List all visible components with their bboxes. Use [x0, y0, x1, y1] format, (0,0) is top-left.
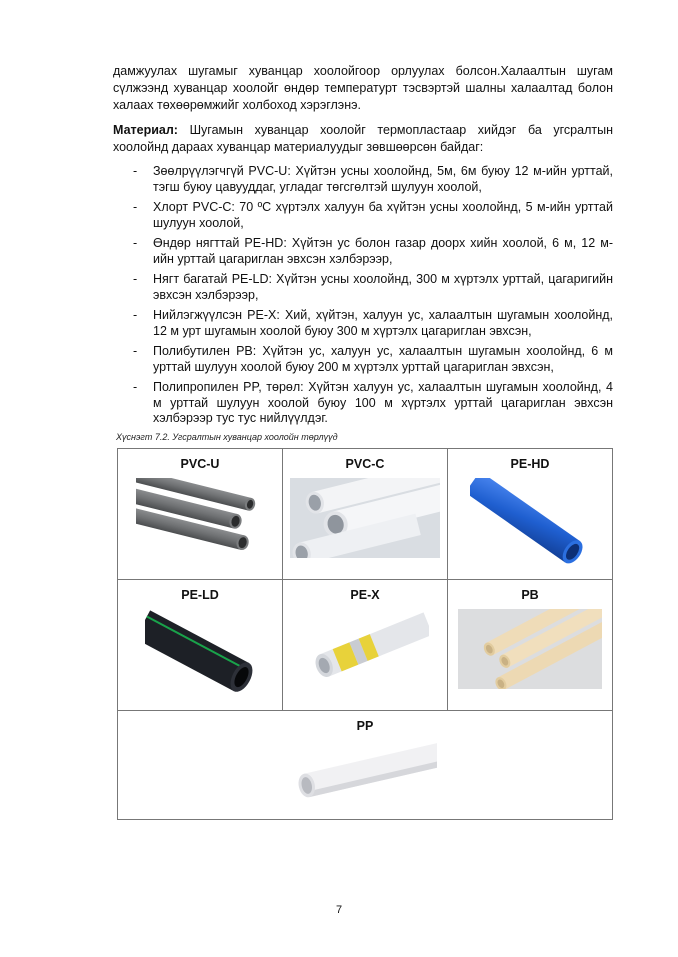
- pipe-cell-pb: [448, 579, 613, 710]
- pipe-label: PVC-U: [180, 456, 220, 471]
- pipe-cell-pp: [118, 710, 613, 819]
- list-item: - Зөөлрүүлэгчгүй PVC-U: Хүйтэн усны хоолойнд, 5м, 6м буюу 12 м-ийн урттай, тэгш буюу цавууддаг, угладаг төгсгөлтэй шулуун хоолой,: [133, 164, 613, 194]
- pe-hd-pipe-image: [470, 478, 590, 566]
- pipe-cell-pe-hd: [448, 448, 613, 579]
- intro-paragraph: дамжуулах шугамыг хуванцар хоолойгоор орлуулах болсон.Халаалтын шугам сүлжээнд хуванцар хоолойг өндөр температурт тэсвэртэй шалны халаалтад болон халаах төхөөрөмжийг холбоход хэрэглэнэ.: [113, 64, 613, 112]
- pe-x-pipe-image: [301, 609, 429, 689]
- list-item: - Хлорт PVC-C: 70 ºС хүртэлх халуун ба хүйтэн усны хоолойнд, 5 м-ийн урттай шулуун хоолой,: [133, 200, 613, 230]
- material-paragraph: [113, 122, 613, 156]
- list-item: - Полипропилен PP, төрөл: Хүйтэн халуун ус, халаалтын шугамын хоолойнд, 4 м урттай шулуун хоолой буюу 100 м хүртэлх урттай цагариглан эвхсэн хэлбэрээр тус тус нийлүүлдэг.: [133, 380, 613, 425]
- list-item: - Нягт багатай PE-LD: Хүйтэн усны хоолойнд, 300 м хүртэлх урттай, цагаригийн эвхсэн хэлбэрээр,: [133, 272, 613, 302]
- pipe-label: PE-HD: [510, 456, 550, 471]
- list-item: - Өндөр нягттай PE-HD: Хүйтэн ус болон газар доорх хийн хоолой, 6 м, 12 м-ийн урттай цагариглан эвхсэн хэлбэрээр,: [133, 236, 613, 266]
- pipe-label: PE-X: [350, 587, 380, 602]
- figure-caption: Хүснэгт 7.2. Угсралтын хуванцар хоолойн төрлүүд: [116, 431, 338, 442]
- pipe-cell-pvc-c: [283, 448, 448, 579]
- material-label: Материал:: [113, 123, 178, 137]
- pipe-label: PP: [356, 718, 374, 733]
- pipe-label: PVC-C: [345, 456, 385, 471]
- list-item: - Нийлэгжүүлсэн PE-X: Хий, хүйтэн, халуун ус, халаалтын шугамын хоолойнд, 12 м урт шугамын хоолой буюу 300 м хүртэлх цагариглан эвхсэн,: [133, 308, 613, 338]
- pipe-label: PE-LD: [181, 587, 219, 602]
- pipe-cell-pe-ld: [118, 579, 283, 710]
- pvc-c-pipe-image: [290, 478, 440, 558]
- pipe-label: PB: [521, 587, 539, 602]
- list-item: - Полибутилен PB: Хүйтэн ус, халуун ус, халаалтын шугамын хоолойнд, 6 м урттай шулуун хоолой буюу 200 м хүртэлх урттай цагариглан эвхсэн,: [133, 344, 613, 374]
- pipe-types-table: [117, 448, 613, 820]
- material-text: Шугамын хуванцар хоолойг термопластаар хийдэг ба угсралтын хоолойнд дараах хуванцар материалуудыг зөвшөөрсөн байдаг:: [113, 123, 613, 154]
- page-body: [113, 63, 613, 820]
- pp-pipe-image: [293, 740, 437, 802]
- pb-pipe-image: [458, 609, 602, 689]
- material-list: [113, 164, 613, 427]
- pipe-cell-pvc-u: [118, 448, 283, 579]
- pipe-cell-pe-x: [283, 579, 448, 710]
- page-number: 7: [335, 904, 343, 916]
- pe-ld-pipe-image: [145, 609, 255, 701]
- pvc-u-pipe-image: [136, 478, 264, 552]
